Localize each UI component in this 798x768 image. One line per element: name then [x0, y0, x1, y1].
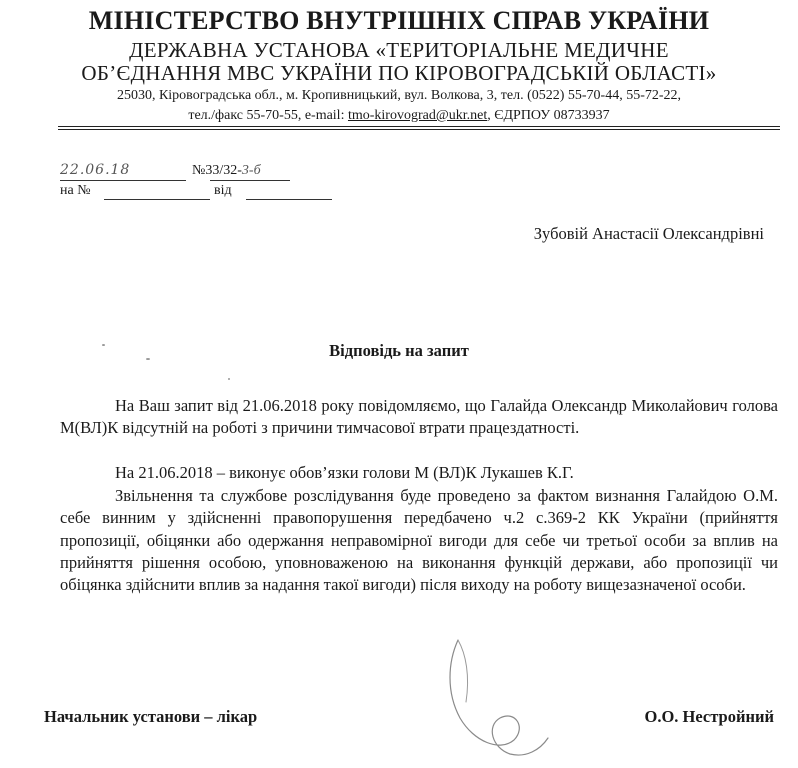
document-title: Відповідь на запит — [329, 341, 469, 360]
body-paragraph-1: На Ваш запит від 21.06.2018 року повідомляємо, що Галайда Олександр Миколайович голова М(ВЛ)К відсутній на роботі з причини тимчасової втрати працездатності. — [60, 396, 778, 438]
reference-date-blank — [246, 199, 332, 200]
scan-speck — [102, 344, 105, 346]
body-paragraph-2: На 21.06.2018 – виконує обов’язки голови М (ВЛ)К Лукашев К.Г. — [115, 463, 574, 482]
institution-name-line1: ДЕРЖАВНА УСТАНОВА «ТЕРИТОРІАЛЬНЕ МЕДИЧНЕ — [129, 38, 669, 62]
email-link[interactable]: tmo-kirovograd@ukr.net — [347, 108, 488, 123]
ministry-name: МІНІСТЕРСТВО ВНУТРІШНІХ СПРАВ УКРАЇНИ — [88, 6, 710, 35]
edrpou-code: , ЄДРПОУ 08733937 — [487, 108, 610, 123]
scan-speck — [146, 358, 150, 360]
signatory-name: О.О. Нестройний — [644, 707, 774, 726]
outgoing-number-prefix: №33/32- — [192, 163, 242, 178]
body-paragraph-3: Звільнення та службове розслідування буде проведено за фактом визнання Галайдою О.М. себе винним у здійсненні правопорушення передбачено ч.2 с.369-2 КК України (прийняття пропозиції, обіцянки або одержання неправомірної вигоди для себе чи третьої особи за вплив на прийняття рішення особою, уповноваженою на виконання функцій держави, або пропозиції чи обіцянка здійснити вплив за надання такої вигоди) після виходу на роботу вищезазначеної особи. — [60, 486, 778, 595]
outgoing-date-handwritten: 22.06.18 — [60, 162, 131, 178]
institution-name-line2: ОБ’ЄДНАННЯ МВС УКРАЇНИ ПО КІРОВОГРАДСЬКІЙ ОБЛАСТІ» — [81, 61, 717, 85]
contact-fax-label: тел./факс 55-70-55, e-mail: — [188, 108, 348, 123]
scan-speck — [228, 378, 230, 380]
signatory-position: Начальник установи – лікар — [44, 707, 258, 726]
outgoing-number — [192, 163, 261, 179]
reference-number-label: на № — [60, 183, 91, 198]
address-line2 — [0, 108, 798, 124]
number-underline — [210, 180, 290, 181]
outgoing-number-handwritten: 3-б — [241, 163, 261, 178]
addressee: Зубовій Анастасії Олександрівні — [533, 224, 764, 243]
address-line1: 25030, Кіровоградська обл., м. Кропивницький, вул. Волкова, 3, тел. (0522) 55-70-44, 55-72-22, — [116, 88, 682, 103]
date-underline — [60, 180, 186, 181]
reference-date-label: від — [214, 183, 232, 198]
header-divider-second — [58, 129, 780, 130]
handwritten-signature — [430, 622, 570, 762]
header-divider — [58, 126, 780, 127]
reference-number-blank — [104, 199, 210, 200]
